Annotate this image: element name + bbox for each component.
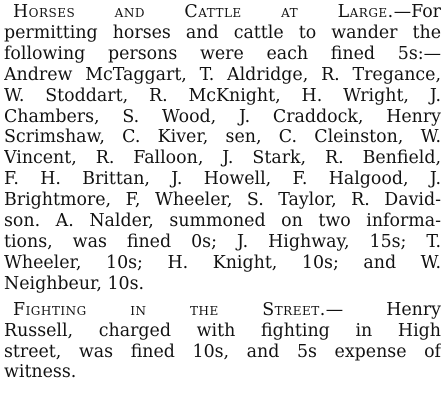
text-line: permitting horses and cattle to wander the <box>4 22 441 43</box>
text-line: Chambers, S. Wood, J. Craddock, Henry <box>4 106 441 127</box>
text-fragment: — Henry <box>325 299 441 320</box>
article-heading: Fighting in the Street. <box>13 299 326 320</box>
text-line: witness. <box>4 362 77 383</box>
article-horses-cattle <box>4 2 441 295</box>
text-line: W. Stoddart, R. McKnight, H. Wright, J. <box>4 85 441 106</box>
text-line: Brightmore, F, Wheeler, S. Taylor, R. David- <box>4 190 441 211</box>
text-line <box>4 2 441 23</box>
text-line: Andrew McTaggart, T. Aldridge, R. Tregance, <box>4 64 441 85</box>
text-line: Wheeler, 10s; H. Knight, 10s; and W. <box>4 252 441 273</box>
text-line: F. H. Brittan, J. Howell, F. Halgood, J. <box>4 169 441 190</box>
text-fragment: —For <box>393 2 441 22</box>
text-line: son. A. Nalder, summoned on two informa- <box>4 211 441 232</box>
text-line: following persons were each fined 5s:— <box>4 43 441 64</box>
text-line: Scrimshaw, C. Kiver, sen, C. Cleinston, W. <box>4 127 441 148</box>
text-line: tions, was fined 0s; J. Highway, 15s; T. <box>4 231 441 252</box>
text-line: Neighbeur, 10s. <box>4 273 145 294</box>
text-line: Russell, charged with fighting in High <box>4 320 441 341</box>
newspaper-clipping <box>4 2 441 404</box>
text-line: Vincent, R. Falloon, J. Stark, R. Benfield, <box>4 148 441 169</box>
article-heading: Horses and Cattle at Large. <box>13 2 394 22</box>
text-line: street, was fined 10s, and 5s expense of <box>4 341 441 362</box>
article-fighting-street <box>4 300 441 384</box>
text-line <box>4 300 441 321</box>
